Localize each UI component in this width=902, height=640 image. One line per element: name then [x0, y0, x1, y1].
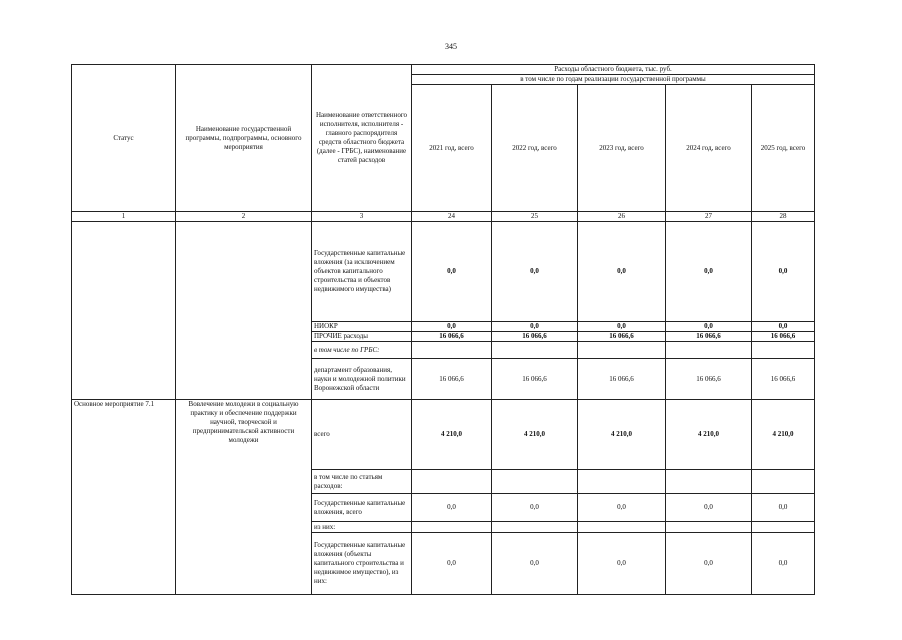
value-cell: 0,0 [492, 494, 578, 522]
value-cell: 0,0 [578, 222, 666, 322]
value-cell [412, 522, 492, 533]
value-cell [752, 342, 815, 359]
header-executor: Наименование ответственного исполнителя, исполнителя - главного распорядителя средств областного бюджета (далее - ГРБС), наименование статей расходов [312, 65, 412, 212]
value-cell: 0,0 [412, 494, 492, 522]
value-cell: 4 210,0 [578, 400, 666, 470]
column-number: 28 [752, 212, 815, 222]
value-cell: 16 066,6 [752, 332, 815, 342]
value-cell [578, 470, 666, 494]
value-cell: 0,0 [492, 322, 578, 332]
value-cell: 16 066,6 [666, 332, 752, 342]
row-label: всего [312, 400, 412, 470]
value-cell: 0,0 [666, 494, 752, 522]
value-cell: 0,0 [412, 322, 492, 332]
header-year: 2021 год, всего [412, 85, 492, 212]
value-cell: 0,0 [492, 222, 578, 322]
value-cell: 4 210,0 [752, 400, 815, 470]
measure-name: Вовлечение молодежи в социальную практику и обеспечение поддержки научной, творческой и предпринимательской активности молодежи [176, 400, 312, 595]
value-cell: 16 066,6 [412, 332, 492, 342]
column-number: 26 [578, 212, 666, 222]
value-cell: 16 066,6 [492, 359, 578, 400]
value-cell [578, 342, 666, 359]
column-number: 2 [176, 212, 312, 222]
header-year: 2024 год, всего [666, 85, 752, 212]
value-cell: 0,0 [578, 533, 666, 595]
measure-status: Основное мероприятие 7.1 [72, 400, 176, 595]
program-cell-empty [176, 222, 312, 400]
budget-table [71, 64, 815, 595]
column-number: 27 [666, 212, 752, 222]
column-number: 24 [412, 212, 492, 222]
column-number: 3 [312, 212, 412, 222]
value-cell: 16 066,6 [752, 359, 815, 400]
row-label: Государственные капитальные вложения (объекты капитального строительства и недвижимое имущество), из них: [312, 533, 412, 595]
row-label: департамент образования, науки и молодежной политики Воронежской области [312, 359, 412, 400]
value-cell [752, 522, 815, 533]
value-cell: 4 210,0 [412, 400, 492, 470]
value-cell [492, 522, 578, 533]
value-cell: 0,0 [666, 322, 752, 332]
row-label: НИОКР [312, 322, 412, 332]
status-cell-empty [72, 222, 176, 400]
row-label: в том числе по статьям расходов: [312, 470, 412, 494]
header-year: 2022 год, всего [492, 85, 578, 212]
value-cell: 0,0 [578, 494, 666, 522]
value-cell: 16 066,6 [578, 332, 666, 342]
value-cell [412, 470, 492, 494]
value-cell [412, 342, 492, 359]
page-number: 345 [445, 42, 457, 51]
header-expenses-group: Расходы областного бюджета, тыс. руб. [412, 65, 815, 75]
row-label: Государственные капитальные вложения (за исключением объектов капитального строительства и объектов недвижимого имущества) [312, 222, 412, 322]
value-cell: 4 210,0 [666, 400, 752, 470]
value-cell [578, 522, 666, 533]
value-cell: 16 066,6 [578, 359, 666, 400]
row-label: Государственные капитальные вложения, всего [312, 494, 412, 522]
value-cell [492, 342, 578, 359]
value-cell: 0,0 [578, 322, 666, 332]
column-number: 1 [72, 212, 176, 222]
value-cell: 0,0 [412, 222, 492, 322]
value-cell: 4 210,0 [492, 400, 578, 470]
value-cell [666, 522, 752, 533]
value-cell: 0,0 [666, 533, 752, 595]
header-status: Статус [72, 65, 176, 212]
row-label: из них: [312, 522, 412, 533]
value-cell: 0,0 [752, 533, 815, 595]
value-cell: 0,0 [412, 533, 492, 595]
column-number: 25 [492, 212, 578, 222]
value-cell: 16 066,6 [412, 359, 492, 400]
value-cell: 0,0 [492, 533, 578, 595]
value-cell: 0,0 [666, 222, 752, 322]
value-cell [666, 342, 752, 359]
value-cell: 0,0 [752, 494, 815, 522]
value-cell: 16 066,6 [492, 332, 578, 342]
value-cell: 16 066,6 [666, 359, 752, 400]
row-label: ПРОЧИЕ расходы [312, 332, 412, 342]
header-year: 2023 год, всего [578, 85, 666, 212]
value-cell: 0,0 [752, 222, 815, 322]
value-cell [666, 470, 752, 494]
value-cell [752, 470, 815, 494]
value-cell [492, 470, 578, 494]
value-cell: 0,0 [752, 322, 815, 332]
header-year: 2025 год, всего [752, 85, 815, 212]
header-expenses-subgroup: в том числе по годам реализации государственной программы [412, 75, 815, 85]
header-program-name: Наименование государственной программы, подпрограммы, основного мероприятия [176, 65, 312, 212]
row-label: в том числе по ГРБС: [312, 342, 412, 359]
